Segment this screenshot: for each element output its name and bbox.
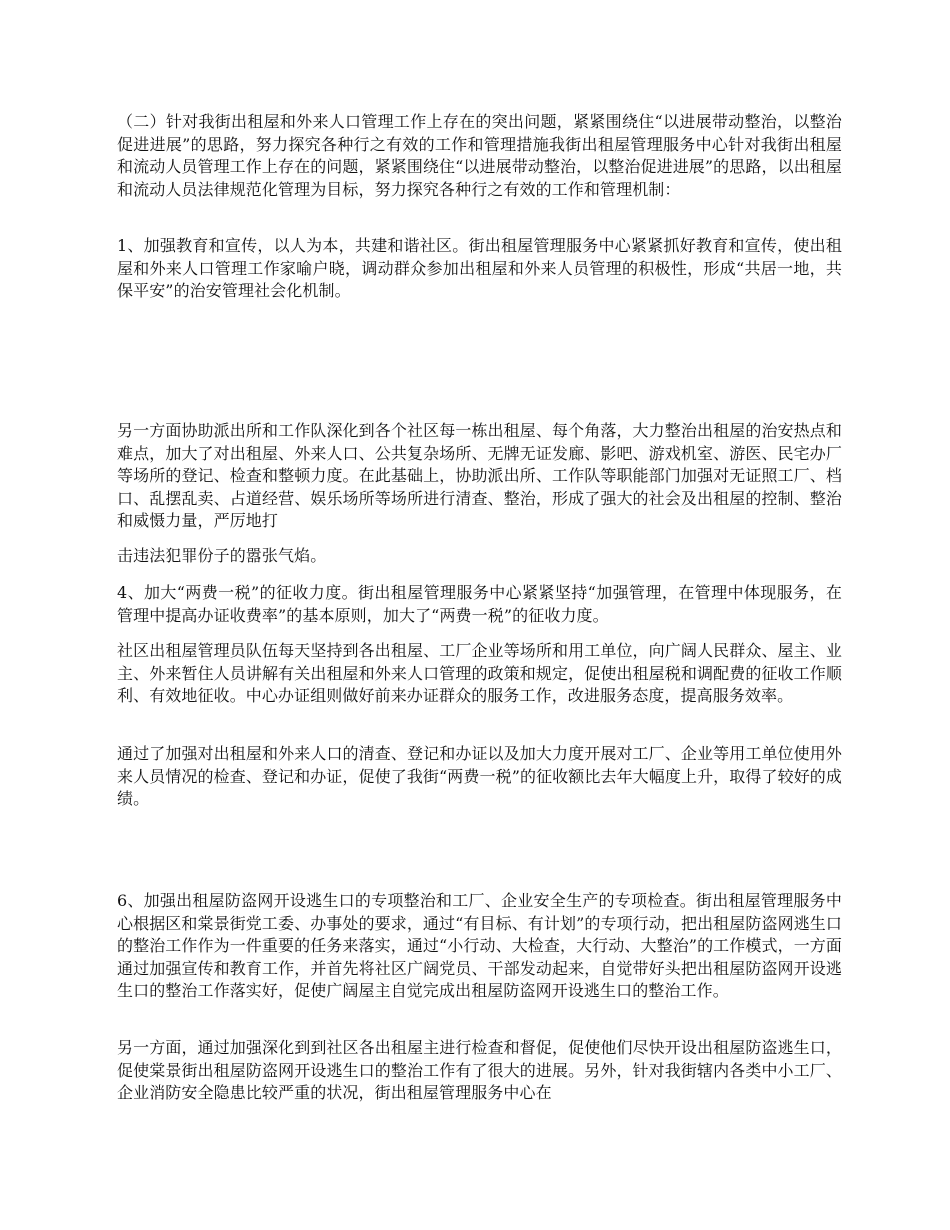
paragraph-cooperation: 另一方面协助派出所和工作队深化到各个社区每一栋出租屋、每个角落，大力整治出租屋的治安热点和难点，加大了对出租屋、外来人口、公共复杂场所、无牌无证发廊、影吧、游戏机室、游医、民宅办厂等场所的登记、检查和整顿力度。在此基础上，协助派出所、工作队等职能部门加强对无证照工厂、档口、乱摆乱卖、占道经营、娱乐场所等场所进行清查、整治，形成了强大的社会及出租屋的控制、整治和威慑力量，严厉地打 <box>117 421 842 530</box>
paragraph-intro: （二）针对我街出租屋和外来人口管理工作上存在的突出问题，紧紧围绕住“以进展带动整治，以整治促进进展”的思路，努力探究各种行之有效的工作和管理措施我街出租屋管理服务中心针对我街出租屋和流动人员管理工作上存在的问题，紧紧围绕住“以进展带动整治，以整治促进进展”的思路，以出租屋和流动人员法律规范化管理为目标，努力探究各种行之有效的工作和管理机制： <box>117 112 842 199</box>
paragraph-item-4: 4、加大“两费一税”的征收力度。街出租屋管理服务中心紧紧坚持“加强管理，在管理中体现服务，在管理中提高办证收费率”的基本原则，加大了“两费一税”的征收力度。 <box>117 583 842 625</box>
paragraph-continuation: 击违法犯罪份子的嚣张气焰。 <box>117 546 327 565</box>
paragraph-managers: 社区出租屋管理员队伍每天坚持到各出租屋、工厂企业等场所和用工单位，向广阔人民群众、屋主、业主、外来暂住人员讲解有关出租屋和外来人口管理的政策和规定，促使出租屋税和调配费的征收工作顺利、有效地征收。中心办证组则做好前来办证群众的服务工作，改进服务态度，提高服务效率。 <box>117 641 842 705</box>
paragraph-item-6: 6、加强出租屋防盗网开设逃生口的专项整治和工厂、企业安全生产的专项检查。街出租屋管理服务中心根据区和棠景街党工委、办事处的要求，通过“有目标、有计划”的专项行动，把出租屋防盗网逃生口的整治工作作为一件重要的任务来落实，通过“小行动、大检查，大行动、大整治”的工作模式，一方面通过加强宣传和教育工作，并首先将社区广阔党员、干部发动起来，自觉带好头把出租屋防盗网开设逃生口的整治工作落实好，促使广阔屋主自觉完成出租屋防盗网开设逃生口的整治工作。 <box>117 891 842 1000</box>
paragraph-inspection: 另一方面，通过加强深化到到社区各出租屋主进行检查和督促，促使他们尽快开设出租屋防盗逃生口，促使棠景街出租屋防盗网开设逃生口的整治工作有了很大的进展。另外，针对我街辖内各类中小工厂、企业消防安全隐患比较严重的状况，街出租屋管理服务中心在 <box>117 1038 842 1102</box>
paragraph-results: 通过了加强对出租屋和外来人口的清查、登记和办证以及加大力度开展对工厂、企业等用工单位使用外来人员情况的检查、登记和办证，促使了我街“两费一税”的征收额比去年大幅度上升，取得了较好的成绩。 <box>117 744 842 808</box>
paragraph-item-1: 1、加强教育和宣传，以人为本，共建和谐社区。街出租屋管理服务中心紧紧抓好教育和宣传，使出租屋和外来人口管理工作家喻户晓，调动群众参加出租屋和外来人员管理的积极性，形成“共居一地，共保平安”的治安管理社会化机制。 <box>117 236 842 300</box>
